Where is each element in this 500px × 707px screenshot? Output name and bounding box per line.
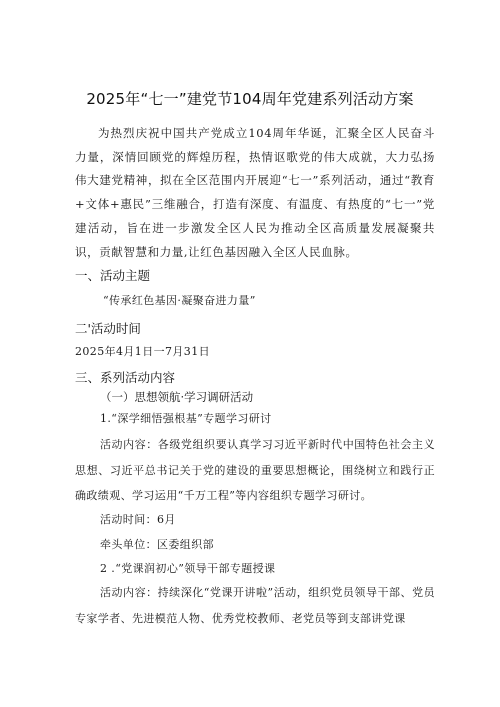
activity-period-text: 2025年4月1日一7月31日 xyxy=(75,345,210,358)
subsection-heading-study: （一）思想领航·学习调研活动 xyxy=(100,390,254,404)
item-2-title: 2 .“党课润初心”领导干部专题授课 xyxy=(100,562,276,575)
item-1-time: 活动时间：6月 xyxy=(100,513,176,526)
item-1-title: 1.“深学细悟强根基”专题学习研讨 xyxy=(100,412,272,425)
item-1-content: 活动内容：各级党组织要认真学习习近平新时代中国特色社会主义思想、习近平总书记关于党的建设的重要思想概论，围绕树立和践行正确政绩观、学习运用“千万工程”等内容组织专题学习研讨。 xyxy=(75,438,435,502)
item-1-lead-unit: 牵头单位：区委组织部 xyxy=(100,538,214,551)
item-2-content: 活动内容：持续深化“党课开讲啦”活动，组织党员领导干部、党员专家学者、先进模范人物、优秀党校教师、老党员等到支部讲党课 xyxy=(75,586,435,625)
section-heading-theme: 一、活动主题 xyxy=(75,268,151,283)
activity-theme-text: “传承红色基因·凝聚奋进力量” xyxy=(103,294,256,307)
section-heading-content: 三、系列活动内容 xyxy=(75,370,176,385)
section-heading-time: 二'活动时间 xyxy=(75,321,141,336)
document-title: 2025年“七一”建党节104周年党建系列活动方案 xyxy=(86,90,414,108)
intro-paragraph: 为热烈庆祝中国共产党成立104周年华诞，汇聚全区人民奋斗力量，深情回顾党的辉煌历程，热情讴歌党的伟大成就，大力弘扬伟大建党精神，拟在全区范围内开展迎“七一”系列活动，通过“教育+文体+惠民”三维融合，打造有深度、有温度、有热度的“七一”党建活动，旨在进一步激发全区人民为推动全区高质量发展凝聚共识，贡献智慧和力量,让红色基因融入全区人民血脉。 xyxy=(75,126,435,259)
